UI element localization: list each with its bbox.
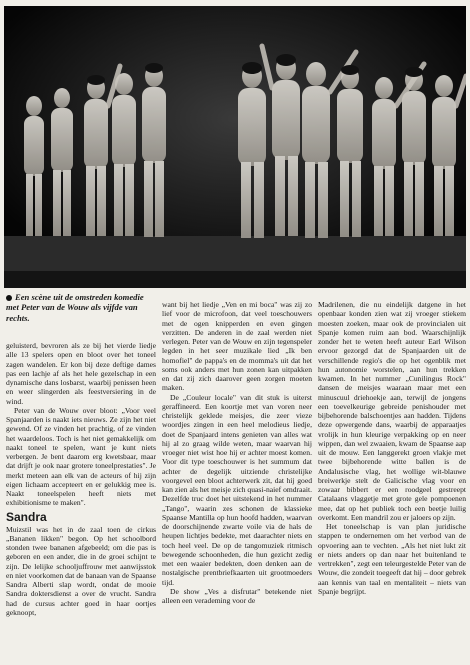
stage-photo-illustration — [4, 6, 466, 288]
paragraph: Madrilenen, die nu eindelijk datgene in het openbaar konden zien wat zij vroeger stiekem moesten zoeken, maar ook de provincialen uit Spanje komen ruim aan bod. Waarschijnlijk zonder het te weten heeft auteur Earl Wilson ervoor gezorgd dat de Spanjaarden uit de verschillende regio's die op het ogenblik met hun autonomie worstelen, aan hun trekken kwamen. In het nummer „Cunilingus Rock" dansen de meisjes waaraan maar met een minuscuul driehoekje aan, terwijl de jongens een toevelkeurige gebreide penishouder met bijbehorende balschoentjes aan hadden. Tijdens deze opwergende dans, waarbij de apparaatjes vrolijk in hun kleurige verpakking op en neer wippen, dan wel zwaaien, kwam de Spaanse aap uit de mouw. Een langgerekt groen vlakje met twee bijbehorende witte ballen is de Andalusische vlag, het wollige wit-blauwe breiwerkje stelt de Galicische vlag voor en zowaar bibbert er een roodgeel gestreept Catalaans vlaggetje met grote gele pompoenen mee, dat op het publiek toch een beetje luilig overkomt. Een mandril zou er jaloers op zijn. — [318, 300, 466, 522]
stage-photo — [4, 6, 466, 288]
photo-caption — [6, 292, 156, 323]
paragraph: Peter van de Wouw over bloot: „Voor veel Spanjaarden is naakt iets nieuws. Ze zijn het niet gewend. Of ze vinden het prachtig, of ze vinden het waardeloos. Toch is het niet gemakkelijk om naakt toneel te spelen, want je kunt niets verbergen. Je bent daarom erg kwetsbaar, maar dat drijft je ook naar grotere toneelprestaties". Je merkt meteen aan elk van de acteurs of hij zijn eigen lichaam accepteert en er gelukkig mee is. Naakt toneelspelen heeft niets met exhibitionisme te maken". — [6, 405, 156, 508]
paragraph: geluisterd, bevroren als ze bij het vierde liedje alle 13 spelers open en bloot over het toneel zagen wandelen. Er kon bij deze deftige dames pas een lachje af als het hele gezelschap in een dynamische dans losbarst, waarbij penissen heen en weer slingerden als feestversiering in de wind. — [6, 341, 156, 406]
paragraph: Het toneelschap is van plan juridische stappen te ondernemen om het verbod van de opvoering aan te vechten. „Als het niet lukt zit er niets anders op dan naar het buitenland te vertrekken", zegt een teleurgestelde Peter van de Wouw, die zondeit toegeeft dat hij – door gebrek aan kennis van taal en mentaliteit – niets van Spanje begrijpt. — [318, 522, 466, 596]
paragraph: Muizstil was het in de zaal toen de cirkus „Bananen likken" begon. Op het schoolbord stonden twee bananen afgebeeld; om die pas is geboren en een ander, die in de groei schijnt te zijn. De lelijke schooljuffrouw met aanwijsstok en niet voorkomen dat de banaan van de Spaanse Sandra Alberti slap wordt, ondat de mooie Sandra doktersdienst a over de vrucht. Sandra had de cursus achter goed in haar oortjes geknoopt, — [6, 524, 156, 617]
subheading: Sandra — [6, 509, 47, 524]
paragraph: want bij het liedje „Ven en mi boca" was zij zo lief voor de microfoon, dat veel toeschouwers met de ogen knipperden en even gingen verzitten. De anderen in de zaal werden niet verlegen. Peter van de Wouw en zijn tegenspeler legden in het seer muzikale lied „Ik ben homofiel" de pappa's en de momma's uit dat het soms ook anders met hun zonen kan uitpakken en dat zij zich daarover geen zorgen moeten maken. — [162, 300, 312, 393]
paragraph: De „Couleur locale" van dit stuk is uiterst geraffineerd. Een koortje met van voren neer christelijk geklede meisjes, die zeer vieze woordjes zingen in een heel melodieus liedje, doet de Spanjaard intens genieten van alles wat hij al zo graag wilde weten, maar waarvan hij vroeger niet wist hoe hij er achter moest komen. Voor dit type toeschouwer is het summum dat achter de degelijk uitziende christelijke voorgevel een bloot achterwerk zit, dat hij goed kan zien als het meisje zich quasi-naief omdraait. Dezelfde truc doet het uitstekend in het nummer „Tango", waarin zes schonen de klassieke Spaanse Mantilla op hun hoofd hadden, waarvan de doorschijnende zwarte voile via de hals de heupen lichtjes bedekte, met daarachter niets en toch heel veel. De op de tangomuziek ritmisch bewegende schoonheden, die hun gezicht zedig met een waaier bedekten, doen denken aan de nostalgische prentbriefkaarten uit grootmoeders tijd. — [162, 392, 312, 587]
article-column-3 — [318, 300, 466, 596]
caption-bullet-icon — [6, 295, 12, 301]
paragraph: De show „Ves a disfrutar" betekende niet alleen een verademing voor de — [162, 586, 312, 605]
article-column-1 — [6, 341, 156, 617]
caption-text: Een scène uit de omstreden komedie met Peter van de Wouw als vijfde van rechts. — [6, 292, 144, 323]
article-column-2 — [162, 300, 312, 605]
